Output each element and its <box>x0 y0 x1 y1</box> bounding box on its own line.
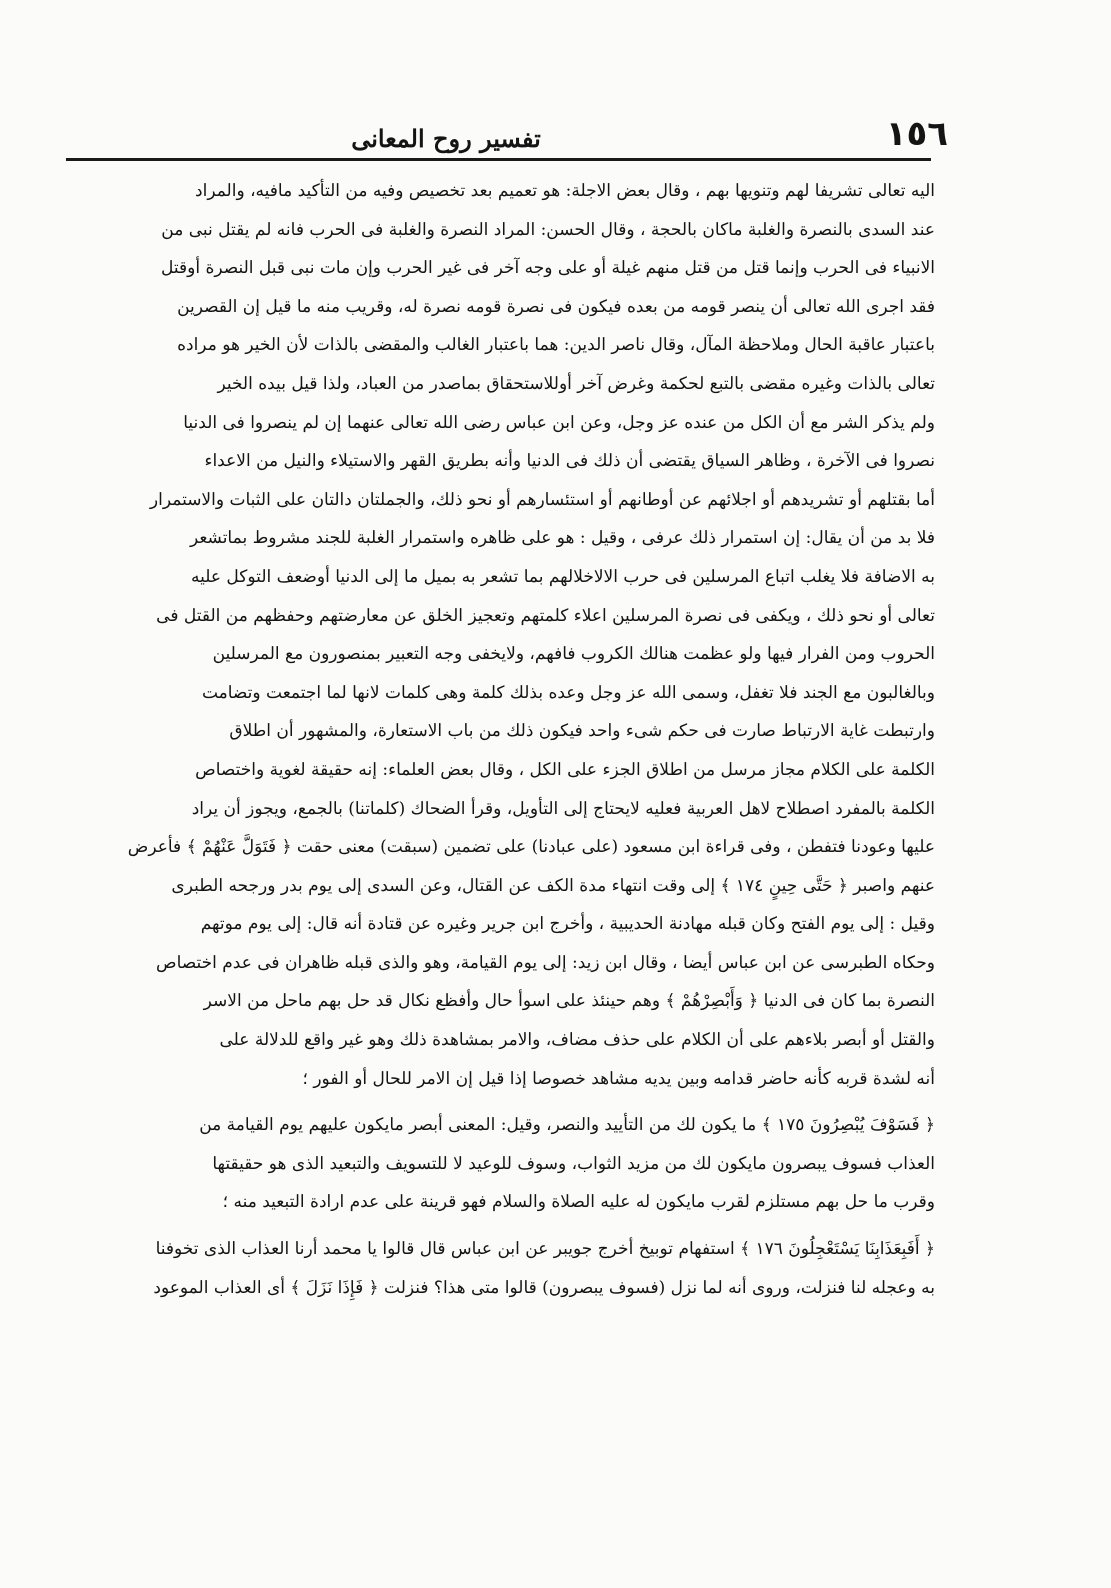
text-line: به وعجله لنا فنزلت، وروى أنه لما نزل (فسوف يبصرون) قالوا متى هذا؟ فنزلت ﴿ فَإِذَا نَزَلَ ﴾ أى العذاب الموعود <box>153 1277 935 1298</box>
paragraph-gap <box>40 1098 935 1106</box>
text-line: أما بقتلهم أو تشريدهم أو اجلائهم عن أوطانهم أو استئسارهم أو نحو ذلك، والجملتان دالتان على الثبات والاستمرار <box>149 489 935 510</box>
text-line: النصرة بما كان فى الدنيا ﴿ وَأَبْصِرْهُمْ ﴾ وهم حينئذ على اسوأ حال وأفظع نكال قد حل بهم ماحل من الاسر <box>203 991 935 1012</box>
text-line: به الاضافة فلا يغلب اتباع المرسلين فى حرب الالاخلالهم بما تشعر به بميل ما إلى الدنيا أوضعف التوكل عليه <box>191 566 935 587</box>
body-text <box>40 172 935 1307</box>
text-line: الحروب ومن الفرار فيها ولو عظمت هنالك الكروب فافهم، ولايخفى وجه التعبير بمنصورون مع المرسلين <box>212 644 935 665</box>
text-line: اليه تعالى تشريفا لهم وتنويها بهم ، وقال بعض الاجلة: هو تعميم بعد تخصيص وفيه من التأكيد مافيه، والمراد <box>195 181 935 201</box>
text-line: وقيل : إلى يوم الفتح وكان قبله مهادنة الحديبية ، وأخرج ابن جرير وغيره عن قتادة أنه قال: إلى يوم موتهم <box>200 914 935 935</box>
text-line: عنهم واصبر ﴿ حَتَّى حِينٍ ١٧٤ ﴾ إلى وقت انتهاء مدة الكف عن القتال، وعن السدى إلى يوم بدر ورجحه الطبرى <box>171 875 935 896</box>
header-rule <box>66 158 931 161</box>
text-line: عند السدى بالنصرة والغلبة ماكان بالحجة ، وقال الحسن: المراد النصرة والغلبة فى الحرب فانه لم يقتل نبى من <box>161 219 935 240</box>
running-title: تفسير روح المعانى <box>351 124 541 153</box>
text-line: عليها وعودنا فتفطن ، وفى قراءة ابن مسعود (على عبادنا) على تضمين (سبقت) معنى حقت ﴿ فَتَوَلَّ عَنْهُمْ ﴾ فأعرض <box>127 837 935 858</box>
text-line: الكلمة بالمفرد اصطلاح لاهل العربية فعليه لايحتاج إلى التأويل، وقرأ الضحاك (كلماتنا) بالجمع، ويجوز أن يراد <box>191 798 935 819</box>
text-line: وبالغالبون مع الجند فلا تغفل، وسمى الله عز وجل وعده بذلك كلمة وهى كلمات لانها لما اجتمعت وتضامت <box>201 682 935 703</box>
text-line: فلا بد من أن يقال: إن استمرار ذلك عرفى ، وقيل : هو على ظاهره واستمرار الغلبة للجند مشروط بماتشعر <box>189 528 935 549</box>
text-line: تعالى أو نحو ذلك ، ويكفى فى نصرة المرسلين اعلاء كلمتهم وتعجيز الخلق عن معارضتهم وحفظهم من القتل فى <box>156 605 935 626</box>
page-number: ١٥٦ <box>885 114 948 154</box>
text-line: وارتبطت غاية الارتباط صارت فى حكم شىء واحد فيكون ذلك من باب الاستعارة، والمشهور أن اطلاق <box>229 721 935 742</box>
text-line: والقتل أو أبصر بلاءهم على أن الكلام على حذف مضاف، والامر بمشاهدة ذلك وهو غير واقع للدلالة على <box>219 1030 935 1051</box>
verse-line: ﴿ فَسَوْفَ يُبْصِرُونَ ١٧٥ ﴾ ما يكون لك من التأييد والنصر، وقيل: المعنى أبصر مايكون عليهم يوم القيامة من <box>199 1115 935 1136</box>
text-line: ولم يذكر الشر مع أن الكل من عنده عز وجل، وعن ابن عباس رضى الله تعالى عنهما إن لم ينصروا فى الدنيا <box>183 412 935 433</box>
text-line: الكلمة على الكلام مجاز مرسل من اطلاق الجزء على الكل ، وقال بعض العلماء: إنه حقيقة لغوية واختصاص <box>195 759 935 780</box>
paragraph-gap <box>40 1222 935 1230</box>
text-line: تعالى بالذات وغيره مقضى بالتبع لحكمة وغرض آخر أوللاستحقاق بماصدر من العباد، ولذا قيل بيده الخير <box>217 373 935 394</box>
text-line: الانبياء فى الحرب وإنما قتل من قتل منهم غيلة أو على وجه آخر فى غير الحرب وإن مات نبى قبل النصرة أوقتل <box>160 258 935 279</box>
page-header <box>66 114 948 158</box>
text-line: باعتبار عاقبة الحال وملاحظة المآل، وقال ناصر الدين: هما باعتبار الغالب والمقضى بالذات لأن الخير هو مراده <box>177 335 935 356</box>
text-line: العذاب فسوف يبصرون مايكون لك من مزيد الثواب، وسوف للوعيد لا للتسويف والتبعيد الذى هو حقيقتها <box>212 1153 935 1174</box>
text-line: وقرب ما حل بهم مستلزم لقرب مايكون له عليه الصلاة والسلام فهو قرينة على عدم ارادة التبعيد منه ؛ <box>222 1192 935 1213</box>
text-line: أنه لشدة قربه كأنه حاضر قدامه وبين يديه مشاهد خصوصا إذا قيل إن الامر للحال أو الفور ؛ <box>302 1068 935 1089</box>
text-line: فقد اجرى الله تعالى أن ينصر قومه من بعده فيكون فى نصرة قومه نصرة له، وقريب منه ما قيل إن القصرين <box>177 296 935 317</box>
text-line: وحكاه الطبرسى عن ابن عباس أيضا ، وقال ابن زيد: إلى يوم القيامة، وهو والذى قبله ظاهران فى عدم اختصاص <box>156 952 935 973</box>
text-line: نصروا فى الآخرة ، وظاهر السياق يقتضى أن ذلك فى الدنيا وأنه بطريق القهر والاستيلاء والنيل من الاعداء <box>204 451 935 472</box>
verse-line: ﴿ أَفَبِعَذَابِنَا يَسْتَعْجِلُونَ ١٧٦ ﴾ استفهام توبيخ أخرج جويبر عن ابن عباس قال قالوا يا محمد أرنا العذاب الذى تخوفنا <box>155 1239 935 1260</box>
